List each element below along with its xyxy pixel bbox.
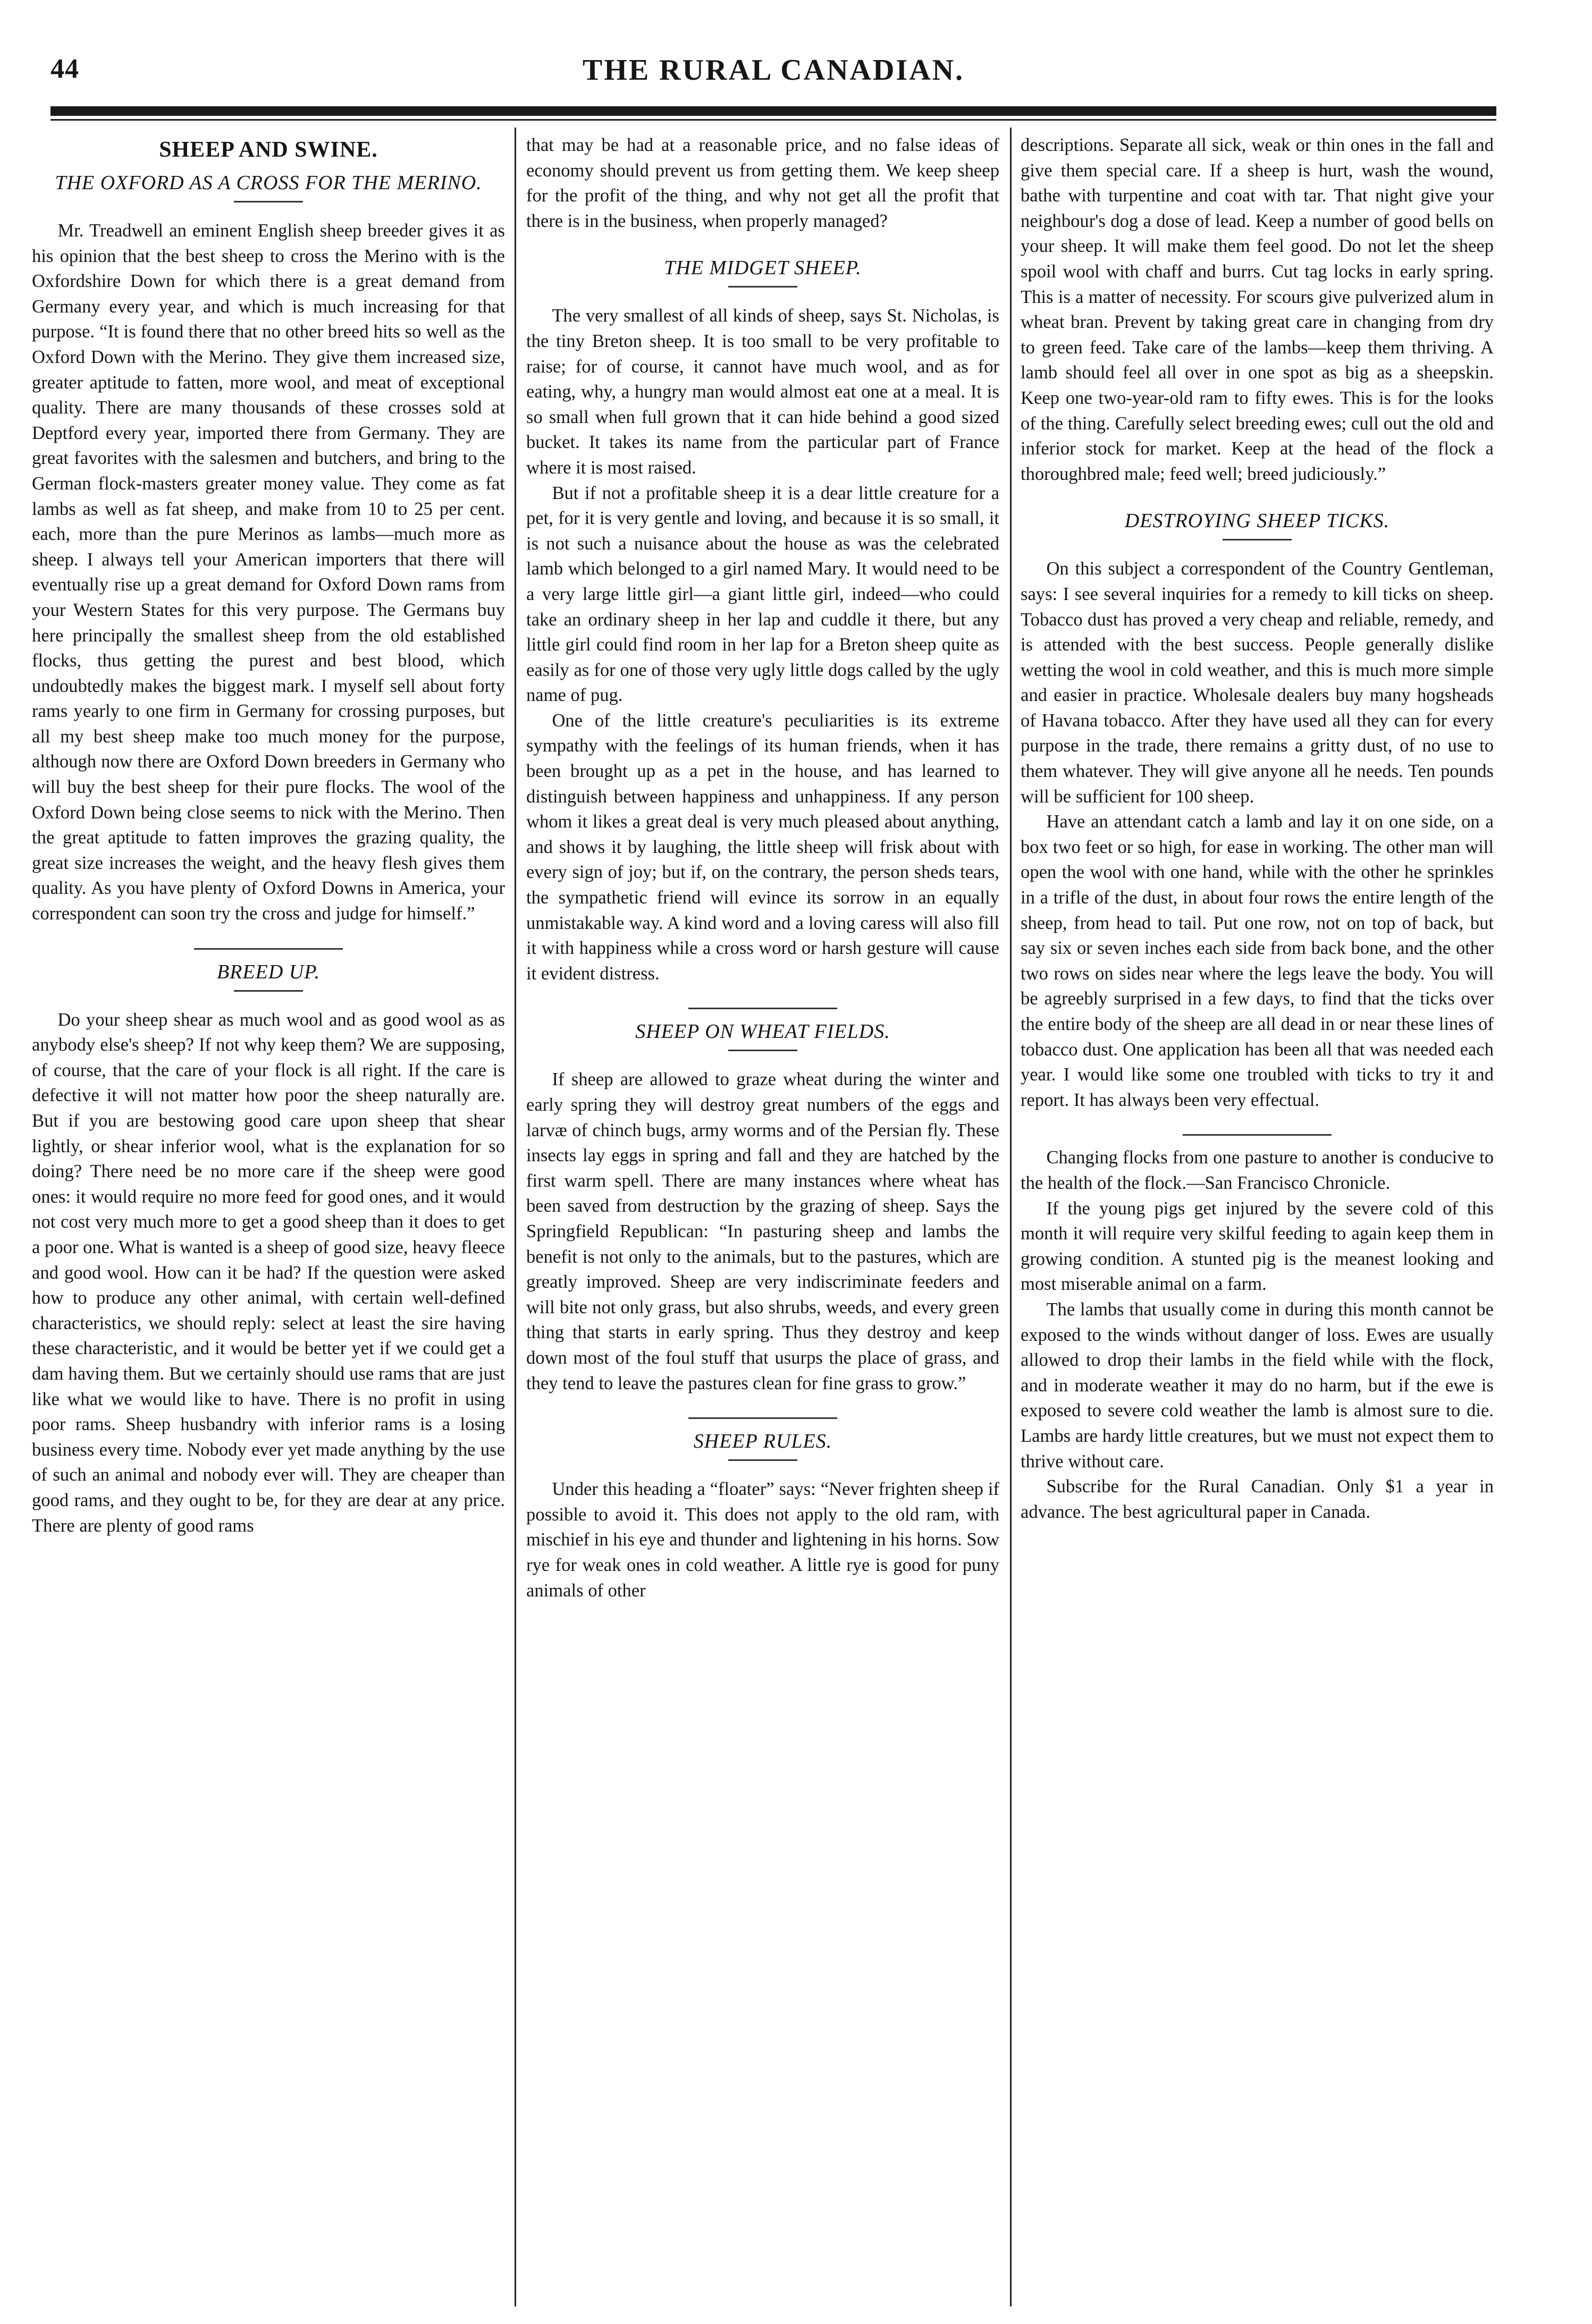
masthead-rule-thin [50, 119, 1496, 121]
article-title: THE OXFORD AS A CROSS FOR THE MERINO. [55, 172, 482, 194]
article-body: Do your sheep shear as much wool and as good wool as as anybody else's sheep? If not why keep them? We are supposing, of course, that the care of your flock is all right. If the care is defective it will not matter how poor the sheep naturally are. But if you are bestowing good care upon sheep that shear lightly, or shear inferior wool, what is the explanation for so doing? There need be no more care if the sheep were good ones: it would require no more feed for good ones, and it would not cost very much more to get a good sheep than it does to get a poor one. What is wanted is a sheep of good size, heavy fleece and good wool. How can it be had? If the question were asked how to produce any other animal, with certain well-defined characteristics, we should reply: select at least the sire having these characteristic, and it would be better yet if we could get a dam having them. But we certainly should use rams that are just like what we would like to have. There is no profit in using poor rams. Sheep husbandry with inferior rams is a losing business every time. Nobody ever yet made anything by the use of such an animal and nobody ever will. They are cheaper than good rams, and they ought to be, for they are dear at any price. There are plenty of good rams [32, 1009, 505, 1536]
title-rule [728, 1459, 797, 1461]
article-body: Under this heading a “floater” says: “Never frighten sheep if possible to avoid it. This does not apply to the old ram, with mischief in his eye and thunder and lightening in his horns. Sow rye for weak ones in cold weather. A little rye is good for puny animals of other [526, 1479, 999, 1601]
article-body: If sheep are allowed to graze wheat during the winter and early spring they will destroy great numbers of the eggs and larvæ of chinch bugs, army worms and of the Persian fly. These insects lay eggs in spring and fall and they are hatched by the first warm spell. There are many instances where wheat has been saved from destruction by the grazing of sheep. Says the Springfield Republican: “In pasturing sheep and lambs the benefit is not only to the animals, but to the pastures, which are greatly improved. Sheep are very indiscriminate feeders and will bite not only grass, but also shrubs, weeds, and every green thing that starts in early spring. Thus they destroy and keep down most of the foul stuff that usurps the place of grass, and they tend to leave the pastures clean for fine grass to grow.” [526, 1069, 999, 1393]
article-paragraph: On this subject a correspondent of the Country Gentleman, says: I see several inquiries for a remedy to kill ticks on sheep. Tobacco dust has proved a very cheap and reliable, remedy, and is attended with the best success. People generally dislike wetting the wool in cold weather, and this is much more simple and easier in practice. Wholesale dealers buy many hogsheads of Havana tobacco. After they have used all they can for every purpose in the trade, there remains a gritty dust, of no use to them whatever. They will give anyone all he needs. Ten pounds will be sufficient for 100 sheep. [1021, 559, 1494, 807]
page-number: 44 [50, 54, 79, 84]
article-title: SHEEP ON WHEAT FIELDS. [635, 1020, 890, 1043]
article-title: SHEEP RULES. [693, 1430, 832, 1453]
subscription-notice: Subscribe for the Rural Canadian. Only $1 a year in advance. The best agricultural paper in Canada. [1021, 1476, 1494, 1522]
publication-title: THE RURAL CANADIAN. [582, 54, 965, 87]
title-rule [234, 201, 303, 202]
column-rule [1010, 128, 1012, 2306]
article-paragraph: Have an attendant catch a lamb and lay it on one side, on a box two feet or so high, for ease in working. The other man will open the wool with one hand, while with the other he sprinkles in a trifle of the dust, in about four rows the entire length of the sheep, from head to tail. Put one row, not on top of back, but say six or seven inches each side from back bone, and the other two rows on sides near where the legs leave the body. You will be agreebly surprised in a few days, to find that the ticks over the entire body of the sheep are all dead in or near these lines of tobacco dust. One application has been all that was needed each year. I would like some one troubled with ticks to try it and report. It has always been very effectual. [1021, 812, 1494, 1110]
article-divider [688, 1417, 837, 1419]
article-paragraph: But if not a profitable sheep it is a dear little creature for a pet, for it is very gentle and loving, and because it is so small, it is not such a nuisance about the house as was the celebrated lamb which belonged to a girl named Mary. It would need to be a very large little girl—a giant little girl, indeed—who could take an ordinary sheep in her lap and cuddle it there, but any little girl could find room in her lap for a Breton sheep quite as easily as for one of those very ugly little dogs called by the ugly name of pug. [526, 483, 999, 706]
title-rule [728, 286, 797, 288]
masthead [50, 53, 1496, 101]
article-title: DESTROYING SHEEP TICKS. [1124, 510, 1390, 533]
article-divider [1183, 1134, 1332, 1136]
article-paragraph: One of the little creature's peculiarities is its extreme sympathy with the feelings of its human friends, when it has been brought up as a pet in the house, and has learned to distinguish between happiness and unhappiness. If any person whom it likes a great deal is very much pleased about anything, and shows it by laughing, the little sheep will frisk about with every sign of joy; but if, on the contrary, the person sheds tears, the sympathetic friend will evince its sorrow in an equally unmistakable way. A kind word and a loving caress will also fill it with happiness while a cross word or harsh gesture will cause it evident distress. [526, 710, 999, 984]
news-note: If the young pigs get injured by the severe cold of this month it will require very skilful feeding to again keep them in growing condition. A stunted pig is the meanest looking and most miserable animal on a farm. [1021, 1198, 1494, 1295]
article-continuation: that may be had at a reasonable price, and no false ideas of economy should prevent us from getting them. We keep sheep for the profit of the thing, and why not get all the profit that there is in the business, when properly managed? [526, 135, 999, 231]
section-heading: SHEEP AND SWINE. [159, 138, 378, 162]
column-3 [1021, 133, 1494, 2301]
article-divider [688, 1008, 837, 1009]
article-title: BREED UP. [216, 960, 321, 983]
column-2 [526, 133, 999, 2301]
title-rule [234, 990, 303, 992]
article-title: THE MIDGET SHEEP. [664, 257, 862, 280]
title-rule [728, 1050, 797, 1051]
column-rule [515, 128, 516, 2306]
article-paragraph: The very smallest of all kinds of sheep, says St. Nicholas, is the tiny Breton sheep. It is too small to be very profitable to raise; for of course, it cannot have much wool, and as for eating, why, a hungry man would almost eat one at a meal. It is so small when full grown that it can hide behind a good sized bucket. It takes its name from the particular part of France where it is most raised. [526, 306, 999, 478]
article-divider [194, 948, 343, 950]
column-1 [32, 133, 505, 2301]
masthead-rule [50, 106, 1496, 116]
article-body: Mr. Treadwell an eminent English sheep breeder gives it as his opinion that the best sheep to cross the Merino with is the Oxfordshire Down for which there is a great demand from Germany every year, and which is much increasing for that purpose. “It is found there that no other breed hits so well as the Oxford Down with the Merino. They give them increased size, greater aptitude to fatten, more wool, and meat of exceptional quality. There are many thousands of these crosses sold at Deptford every year, imported there from Germany. They are great favorites with the salesmen and butchers, and bring to the German flock-masters greater money value. They come as fat lambs as well as fat sheep, and make from 10 to 25 per cent. each, more than the pure Merinos as lambs—much more as sheep. I always tell your American importers that there will eventually rise up a great demand for Oxford Down rams from your Western States for this very purpose. The Germans buy here principally the smallest sheep from the old established flocks, thus getting the purest and best blood, which undoubtedly makes the biggest mark. I myself sell about forty rams yearly to one firm in Germany for crossing purposes, but all my best sheep make too much money for the purpose, although now there are Oxford Down breeders in Germany who will buy the best sheep for their pure flocks. The wool of the Oxford Down being close seems to nick with the Merino. Then the great aptitude to fatten improves the grazing quality, the great size increases the weight, and the heavy flesh gives them quality. As you have plenty of Oxford Downs in America, your correspondent can soon try the cross and judge for himself.” [32, 221, 505, 924]
news-note: The lambs that usually come in during this month cannot be exposed to the winds without danger of loss. Ewes are usually allowed to drop their lambs in the field while with the flock, and in moderate weather it may do no harm, but if the ewe is exposed to severe cold weather the lamb is almost sure to die. Lambs are hardy little creatures, but we must not expect them to thrive without care. [1021, 1299, 1494, 1472]
title-rule [1223, 539, 1292, 540]
article-continuation: descriptions. Separate all sick, weak or thin ones in the fall and give them special care. If a sheep is hurt, wash the wound, bathe with turpentine and coat with tar. That night give your neighbour's dog a dose of lead. Keep a number of good bells on your sheep. It will make them feel good. Do not let the sheep spoil wool with chaff and burrs. Cut tag locks in early spring. This is a matter of necessity. For scours give pulverized alum in wheat bran. Prevent by taking great care in changing from dry to green feed. Take care of the lambs—keep them thriving. A lamb should feel all over in one spot as big as a sheepskin. Keep one two-year-old ram to fifty ewes. This is for the looks of the thing. Carefully select breeding ewes; cull out the old and inferior stock for market. Keep at the head of the flock a thoroughbred male; feed well; breed judiciously.” [1021, 135, 1494, 484]
news-note: Changing flocks from one pasture to another is conducive to the health of the flock.—San Francisco Chronicle. [1021, 1147, 1494, 1193]
